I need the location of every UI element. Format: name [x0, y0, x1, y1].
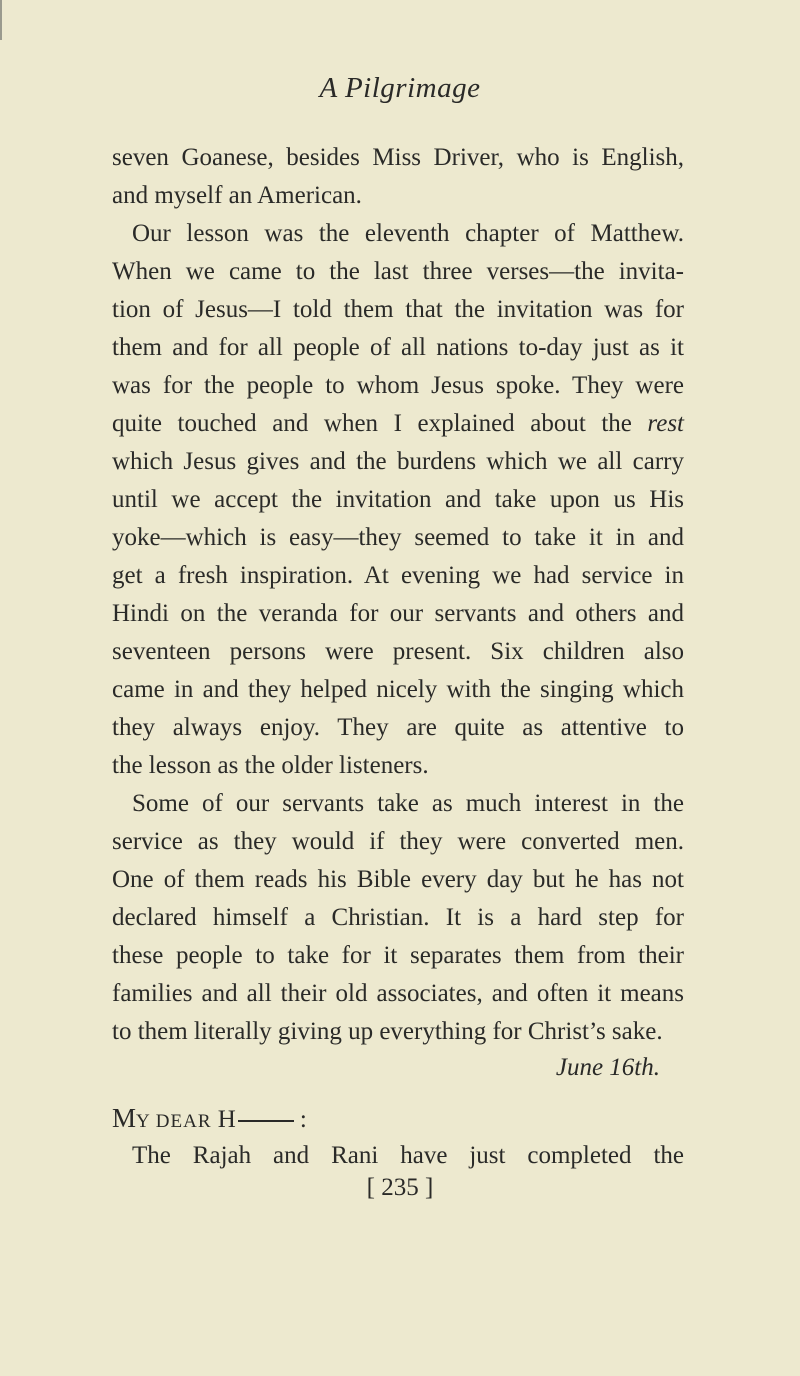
text-line-8: quite touched and when I explained about the rest — [112, 410, 684, 437]
salutation-initial: M — [112, 1103, 137, 1133]
text-line-1: seven Goanese, besides Miss Driver, who is English, — [112, 144, 684, 171]
page-edge-line — [0, 0, 2, 40]
text-line-22: these people to take for it separates them from their — [112, 942, 684, 969]
text-line-17: the lesson as the older listeners. — [112, 752, 429, 779]
salutation-name: H — [217, 1106, 236, 1133]
page-number: [ 235 ] — [366, 1174, 434, 1201]
letter-salutation — [112, 1099, 307, 1141]
text-line-16: they always enjoy. They are quite as attentive to — [112, 714, 684, 741]
text-line-11: yoke—which is easy—they seemed to take it in and — [112, 524, 684, 551]
text-line-2: and myself an American. — [112, 182, 362, 209]
text-line-15: came in and they helped nicely with the singing which — [112, 676, 684, 703]
text-line-19: service as they would if they were converted men. — [112, 828, 684, 855]
text-line-21: declared himself a Christian. It is a hard step for — [112, 904, 684, 931]
text-line-6: them and for all people of all nations to-day just as it — [112, 334, 684, 361]
text-line-24: to them literally giving up everything for Christ’s sake. — [112, 1018, 663, 1045]
name-dash — [238, 1120, 294, 1122]
letter-opening — [112, 1137, 684, 1175]
emphasis-rest: rest — [647, 410, 684, 437]
running-title: A Pilgrimage — [319, 72, 481, 104]
text-line-23: families and all their old associates, and often it means — [112, 980, 684, 1007]
text-line-7: was for the people to whom Jesus spoke. They were — [112, 372, 684, 399]
text-line-10: until we accept the invitation and take upon us His — [112, 486, 684, 513]
text-line-13: Hindi on the veranda for our servants and others and — [112, 600, 684, 627]
text-line-20: One of them reads his Bible every day but he has not — [112, 866, 684, 893]
salutation-colon: : — [299, 1106, 307, 1133]
text-line-18: Some of our servants take as much interest in the — [132, 790, 684, 817]
text-line-12: get a fresh inspiration. At evening we had service in — [112, 562, 684, 589]
letter-date: June 16th. — [555, 1054, 660, 1081]
text-line-9: which Jesus gives and the burdens which we all carry — [112, 448, 684, 475]
text-line-5: tion of Jesus—I told them that the invitation was for — [112, 296, 684, 323]
text-line-14: seventeen persons were present. Six children also — [112, 638, 684, 665]
letter-opening-line: The Rajah and Rani have just completed the — [132, 1142, 684, 1169]
text-line-3: Our lesson was the eleventh chapter of Matthew. — [132, 220, 684, 247]
salutation-smallcaps: Y DEAR — [136, 1111, 212, 1132]
body-text — [112, 139, 684, 1051]
text-line-4: When we came to the last three verses—the invita- — [112, 258, 684, 285]
